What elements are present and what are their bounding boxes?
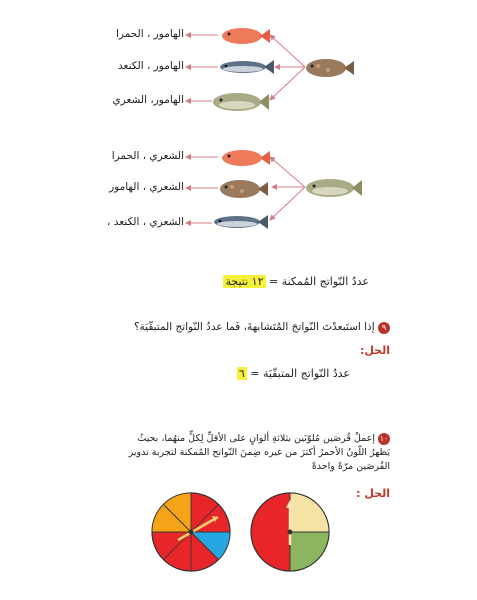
total-outcomes-value: ١٢ نتيجة bbox=[225, 275, 264, 288]
mackerel-icon bbox=[220, 60, 274, 74]
q10-number-badge: ١٠ bbox=[379, 434, 389, 443]
total-outcomes-text: عددُ النّواتج المُمكنة = bbox=[269, 275, 369, 288]
bream-icon bbox=[306, 179, 362, 197]
mackerel-icon bbox=[214, 215, 268, 229]
tree1-outcome-1: الهامور ، الحمرا bbox=[115, 28, 184, 40]
q9-question-text: إذا استَبعدْتَ النّواتجَ المُتَشابهةَ، فَما عددُ النّواتج المتبقّيَة؟ bbox=[133, 321, 375, 333]
tree2-outcome-3: الشعري ، الكنعد ، bbox=[106, 216, 184, 228]
q10-solution-label: الحل : bbox=[356, 487, 390, 500]
spinner-1 bbox=[152, 493, 230, 571]
q9-answer-text: عددُ النّواتج المتبقّيَة = bbox=[250, 367, 350, 380]
grouper-icon bbox=[220, 180, 268, 198]
q9-question bbox=[134, 321, 390, 334]
red-snapper-icon bbox=[222, 150, 270, 166]
tree2-outcome-2: الشعري ، الهامور bbox=[109, 181, 184, 193]
q10-line-2: يَظهرُ اللّونُ الأحمرُ أكثرَ من غيره ضِمنَ النّواتج المُمكنة لتجربة تدوير bbox=[128, 447, 390, 458]
q9-solution-label: الحل: bbox=[359, 344, 390, 357]
tree1-outcome-3: الهامور، الشعري bbox=[112, 94, 184, 106]
tree2-outcome-1: الشعري ، الحمرا bbox=[111, 150, 184, 162]
q9-answer-value: ٦ bbox=[238, 367, 245, 380]
spinner-2 bbox=[251, 493, 329, 571]
q9-answer bbox=[237, 367, 350, 380]
q9-number-badge: ٩ bbox=[378, 322, 390, 334]
grouper-icon bbox=[306, 59, 354, 77]
q10-line-1: إعملْ قُرصَين مُلوّنَين بثلاثةِ ألوانٍ على الأقلِّ لِكلٍّ منهُما، بحيثُ bbox=[137, 433, 375, 444]
total-outcomes-line bbox=[223, 275, 369, 288]
bream-icon bbox=[213, 93, 269, 111]
tree1-outcome-2: الهامور ، الكنعد bbox=[118, 60, 184, 72]
q10-line-1-row bbox=[90, 432, 390, 446]
q10-question bbox=[90, 432, 390, 474]
red-snapper-icon bbox=[222, 28, 270, 44]
q10-line-3: القُرصَين مرّةً واحدةً bbox=[311, 461, 390, 472]
